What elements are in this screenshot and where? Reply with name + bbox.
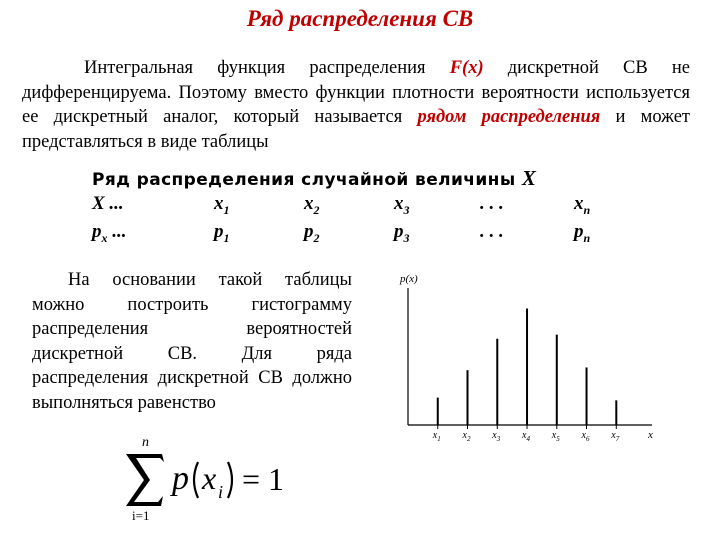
formula-right-paren [228,462,232,498]
table-caption-text: Ряд распределения случайной величины [92,170,522,190]
table-row-x [92,193,612,221]
table-caption-var: X [521,166,537,190]
term-highlight: рядом распределения [417,107,601,127]
cell-x2: $x_2$ [304,193,320,217]
row-head-p: $p_x$ ... [92,221,127,245]
sigma-icon [126,454,164,506]
sum-upper-limit: n [142,435,149,450]
formula-left-paren [194,462,198,498]
cell-pn: $p_n$ [574,221,591,245]
cell-p2: $p_2$ [304,221,320,245]
cell-x3: $x_3$ [394,193,410,217]
table-caption [92,165,612,193]
distribution-table [92,165,612,249]
cell-p3: $p_3$ [394,221,410,245]
normalization-formula [120,432,320,522]
x-axis-label: x [648,429,653,441]
row-head-x: X ... [92,193,124,214]
table-row-p [92,221,612,249]
intro-paragraph [22,56,690,154]
slide-title: Ряд распределения СВ [246,6,474,31]
x-tick-label-x7: $x_7$ [611,430,620,443]
y-axis-label: p(x) [400,273,418,285]
x-tick-label-x4: $x_4$ [522,430,530,443]
formula-index: i [218,482,224,502]
x-tick-label-x6: $x_6$ [581,430,590,443]
cell-p-ellipsis: . . . [480,221,504,242]
histogram-paragraph-text: На основании такой таблицы можно построить гистограмму распределения вероятностей дискретной СВ. Для ряда распределения дискретной СВ должно выполняться равенство [32,270,352,413]
cell-xn: $x_n$ [574,193,591,217]
formula-rhs: = 1 [242,461,285,497]
intro-text-3: и может представляться в виде таблицы [22,107,691,152]
f-term: F(x) [449,58,484,78]
intro-text-1: Интегральная функция распределения [84,58,450,78]
formula-p: p [172,460,189,497]
histogram-paragraph [32,268,352,415]
formula-x: x [202,460,217,496]
cell-x1: $x_1$ [214,193,230,217]
cell-p1: $p_1$ [214,221,230,245]
x-tick-label-x1: $x_1$ [432,430,441,443]
cell-x-ellipsis: . . . [480,193,504,214]
x-tick-label-x5: $x_5$ [551,430,560,443]
x-tick-label-x3: $x_3$ [492,430,501,443]
intro-text-2: дискретной СВ не дифференцируема. Поэтому вместо функции плотности вероятности используется ее дискретный аналог, который называется [22,58,690,127]
sum-lower-limit: i=1 [132,508,150,522]
x-tick-label-x2: $x_2$ [462,430,471,443]
probability-histogram [390,262,670,452]
